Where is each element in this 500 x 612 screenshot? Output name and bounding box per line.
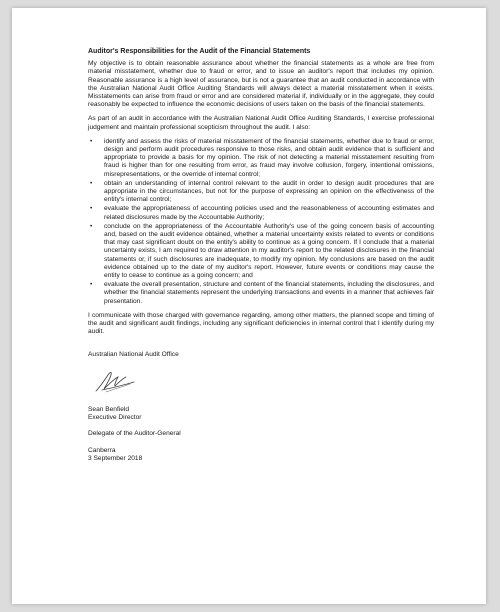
- responsibilities-list: [88, 138, 434, 306]
- list-item: • identify and assess the risks of material misstatement of the financial statements, whether due to fraud or error, design and perform audit procedures responsive to those risks, and obtain audit evidence that is sufficient and appropriate to provide a basis for my opinion. The risk of not detecting a material misstatement resulting from fraud is higher than for one resulting from error, as fraud may involve collusion, forgery, intentional omissions, misrepresentations, or the override of internal control;: [104, 138, 434, 179]
- document-content: [88, 48, 434, 463]
- paragraph-audit-standards: As part of an audit in accordance with the Australian National Audit Office Auditing Standards, I exercise professional judgement and maintain professional scepticism throughout the audit. I also:: [88, 115, 434, 131]
- signatory-block: [88, 406, 434, 463]
- organisation-name: Australian National Audit Office: [88, 350, 179, 358]
- document-page: [12, 8, 486, 604]
- paragraph-objective: My objective is to obtain reasonable assurance about whether the financial statements as a whole are free from material misstatement, whether due to fraud or error, and to issue an auditor's report that includes my opinion. Reasonable assurance is a high level of assurance, but is not a guarantee that an audit conducted in accordance with the Australian National Audit Office Auditing Standards will always detect a material misstatement when it exists. Misstatements can arise from fraud or error and are considered material if, individually or in the aggregate, they could reasonably be expected to influence the economic decisions of users taken on the basis of the financial statements.: [88, 60, 434, 109]
- list-item: • obtain an understanding of internal control relevant to the audit in order to design audit procedures that are appropriate in the circumstances, but not for the purpose of expressing an opinion on the effectiveness of the entity's internal control;: [104, 180, 434, 205]
- section-heading: Auditor's Responsibilities for the Audit of the Financial Statements: [88, 48, 311, 55]
- date-line: 3 September 2018: [88, 454, 143, 462]
- paragraph-governance: I communicate with those charged with governance regarding, among other matters, the planned scope and timing of the audit and significant audit findings, including any significant deficiencies in internal control that I identify during my audit.: [88, 311, 434, 336]
- handwritten-signature: [88, 365, 178, 397]
- place-line: Canberra: [88, 446, 116, 454]
- delegation-line: Delegate of the Auditor-General: [88, 430, 181, 438]
- signatory-title: Executive Director: [88, 414, 142, 422]
- list-item: • evaluate the appropriateness of accounting policies used and the reasonableness of accounting estimates and related disclosures made by the Accountable Authority;: [104, 205, 434, 221]
- signatory-name: Sean Benfield: [88, 405, 130, 413]
- list-item: • conclude on the appropriateness of the Accountable Authority's use of the going concern basis of accounting and, based on the audit evidence obtained, whether a material uncertainty exists related to events or conditions that may cast significant doubt on the entity's ability to continue as a going concern. If I conclude that a material uncertainty exists, I am required to draw attention in my auditor's report to the related disclosures in the financial statements or, if such disclosures are inadequate, to modify my opinion. My conclusions are based on the audit evidence obtained up to the date of my auditor's report. However, future events or conditions may cause the entity to cease to continue as a going concern; and: [104, 223, 434, 280]
- list-item: • evaluate the overall presentation, structure and content of the financial statements, including the disclosures, and whether the financial statements represent the underlying transactions and events in a manner that achieves fair presentation.: [104, 281, 434, 306]
